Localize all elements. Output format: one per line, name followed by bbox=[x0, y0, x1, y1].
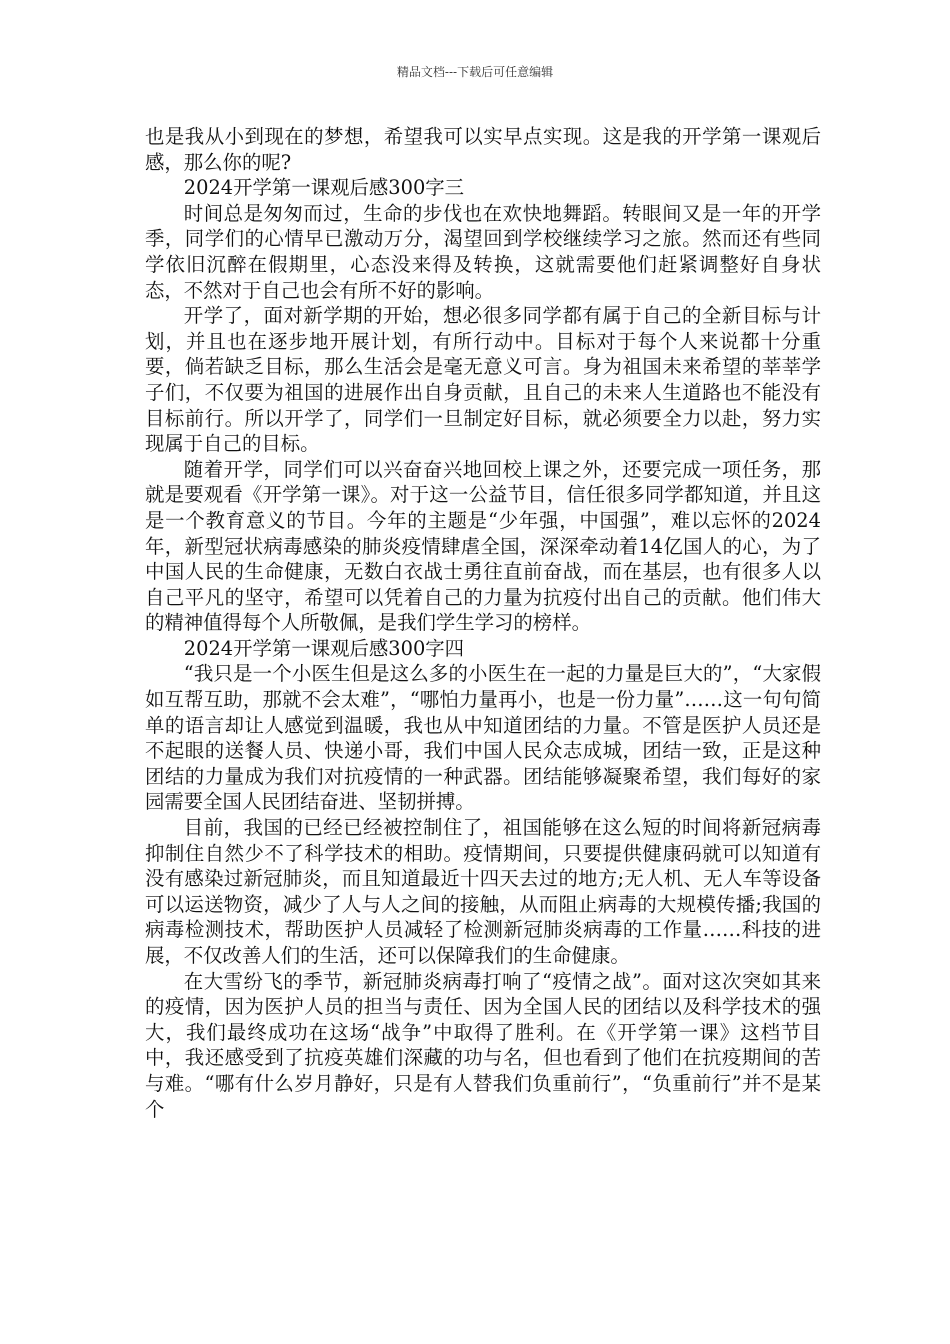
section-heading-three: 2024开学第一课观后感300字三 bbox=[183, 176, 465, 200]
paragraph: 随着开学，同学们可以兴奋奋兴地回校上课之外，还要完成一项任务，那就是要观看《开学第一课》。对于这一公益节目，信任很多同学都知道，并且这是一个教育意义的节目。今年的主题是“少年强，中国强”，难以忘怀的2024年，新型冠状病毒感染的肺炎疫情肆虐全国，深深牵动着14亿国人的心，为了中国人民的生命健康，无数白衣战士勇往直前奋战，而在基层，也有很多人以自己平凡的坚守，希望可以凭着自己的力量为抗疫付出自己的贡献。他们伟大的精神值得每个人所敬佩，是我们学生学习的榜样。 bbox=[145, 457, 821, 635]
document-body bbox=[145, 124, 821, 1122]
paragraph: “我只是一个小医生但是这么多的小医生在一起的力量是巨大的”，“大家假如互帮互助，那就不会太难”，“哪怕力量再小，也是一份力量”……这一句句简单的语言却让人感觉到温暖，我也从中知道团结的力量。不管是医护人员还是不起眼的送餐人员、快递小哥，我们中国人民众志成城，团结一致，正是这种团结的力量成为我们对抗疫情的一种武器。团结能够凝聚希望，我们每好的家园需要全国人民团结奋进、坚韧拼搏。 bbox=[145, 662, 821, 814]
paragraph: 开学了，面对新学期的开始，想必很多同学都有属于自己的全新目标与计划，并且也在逐步地开展计划，有所行动中。目标对于每个人来说都十分重要，倘若缺乏目标，那么生活会是毫无意义可言。身为祖国未来希望的莘莘学子们，不仅要为祖国的进展作出自身贡献，且自己的未来人生道路也不能没有目标前行。所以开学了，同学们一旦制定好目标，就必须要全力以赴，努力实现属于自己的目标。 bbox=[145, 304, 821, 456]
section-heading-four: 2024开学第一课观后感300字四 bbox=[183, 636, 465, 660]
page-header: 精品文档---下载后可任意编辑 bbox=[396, 65, 554, 79]
paragraph: 在大雪纷飞的季节，新冠肺炎病毒打响了“疫情之战”。面对这次突如其来的疫情，因为医护人员的担当与责任、因为全国人民的团结以及科学技术的强大，我们最终成功在这场“战争”中取得了胜利。在《开学第一课》这档节目中，我还感受到了抗疫英雄们深藏的功与名，但也看到了他们在抗疫期间的苦与难。“哪有什么岁月静好，只是有人替我们负重前行”，“负重前行”并不是某个 bbox=[145, 969, 821, 1121]
paragraph: 时间总是匆匆而过，生命的步伐也在欢快地舞蹈。转眼间又是一年的开学季，同学们的心情早已激动万分，渴望回到学校继续学习之旅。然而还有些同学依旧沉醉在假期里，心态没来得及转换，这就需要他们赶紧调整好自身状态，不然对于自己也会有所不好的影响。 bbox=[145, 201, 821, 302]
paragraph-continuation: 也是我从小到现在的梦想，希望我可以实早点实现。这是我的开学第一课观后感，那么你的呢? bbox=[145, 125, 821, 174]
paragraph: 目前，我国的已经已经被控制住了，祖国能够在这么短的时间将新冠病毒抑制住自然少不了科学技术的相助。疫情期间，只要提供健康码就可以知道有没有感染过新冠肺炎，而且知道最近十四天去过的地方;无人机、无人车等设备可以运送物资，减少了人与人之间的接触，从而阻止病毒的大规模传播;我国的病毒检测技术，帮助医护人员减轻了检测新冠肺炎病毒的工作量……科技的进展，不仅改善人们的生活，还可以保障我们的生命健康。 bbox=[145, 816, 821, 967]
